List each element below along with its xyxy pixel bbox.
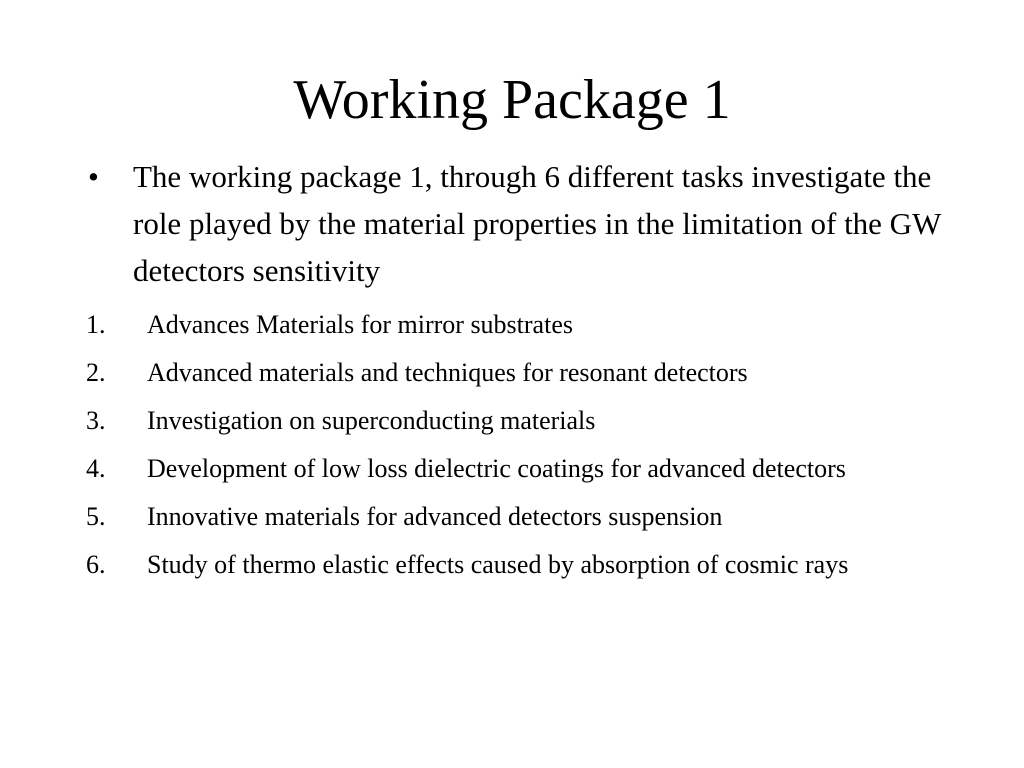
- task-number: 1.: [86, 310, 106, 339]
- task-item-6: [86, 545, 966, 585]
- task-text: Study of thermo elastic effects caused by absorption of cosmic rays: [147, 550, 849, 579]
- task-item-1: [86, 305, 966, 345]
- bullet-row: [88, 153, 988, 294]
- task-text: Advances Materials for mirror substrates: [147, 310, 573, 339]
- task-item-3: [86, 401, 966, 441]
- task-number: 4.: [86, 454, 106, 483]
- slide-title: Working Package 1: [293, 69, 731, 131]
- task-text: Innovative materials for advanced detectors suspension: [147, 502, 723, 531]
- bullet-text: The working package 1, through 6 different tasks investigate the role played by the material properties in the limitation of the GW detectors sensitivity: [133, 159, 941, 288]
- task-item-5: [86, 497, 966, 537]
- task-number: 5.: [86, 502, 106, 531]
- bullet-marker: •: [88, 159, 99, 194]
- task-text: Investigation on superconducting materials: [147, 406, 596, 435]
- task-list: [86, 305, 966, 593]
- task-text: Advanced materials and techniques for resonant detectors: [147, 358, 748, 387]
- task-item-2: [86, 353, 966, 393]
- task-item-4: [86, 449, 966, 489]
- main-bullet: [88, 153, 988, 294]
- task-number: 3.: [86, 406, 106, 435]
- task-number: 2.: [86, 358, 106, 387]
- task-number: 6.: [86, 550, 106, 579]
- task-text: Development of low loss dielectric coatings for advanced detectors: [147, 454, 846, 483]
